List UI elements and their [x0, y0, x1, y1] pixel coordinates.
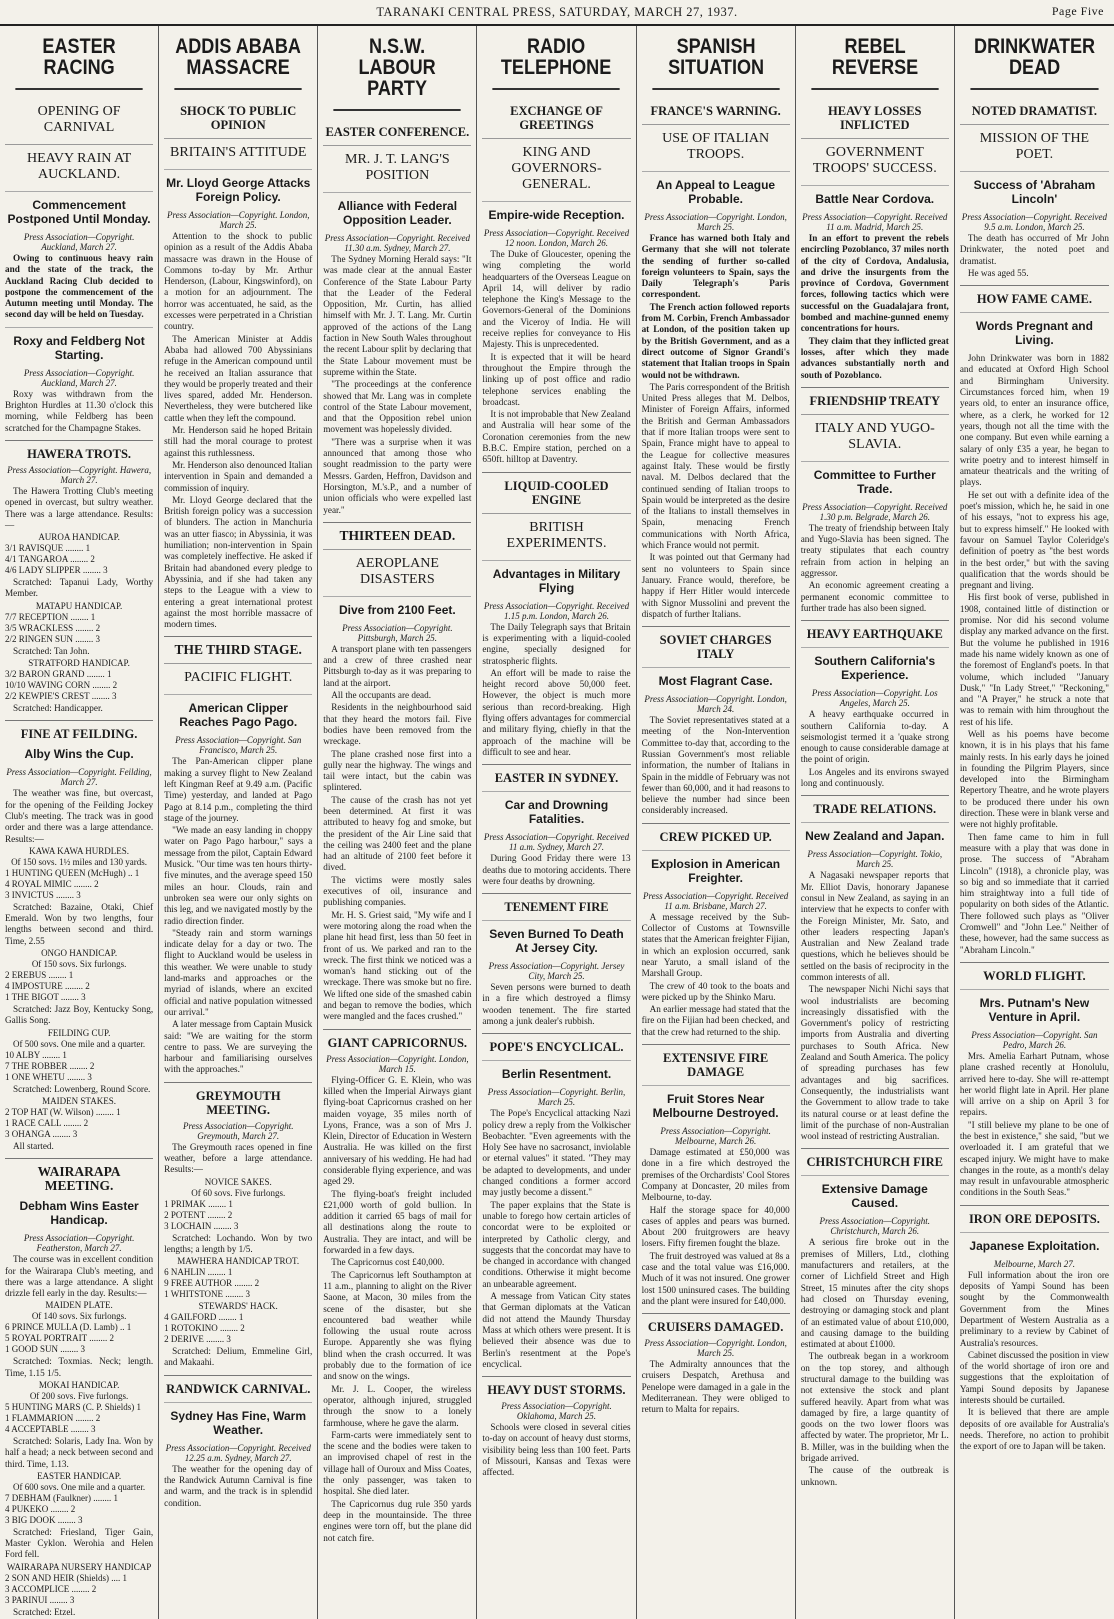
- subhead: EXCHANGE OF GREETINGS: [510, 104, 603, 132]
- dateline: Press Association—Copyright. Melbourne, March 26.: [660, 1126, 771, 1147]
- paragraph: The weather for the opening day of the Randwick Autumn Carnival is fine and warm, and the track is in splendid condition.: [164, 1463, 313, 1508]
- paragraph: He was aged 55.: [967, 267, 1029, 278]
- subhead: THIRTEEN DEAD.: [323, 522, 471, 543]
- paragraph: His first book of verse, published in 1908, contained little of distinction or promise. Nor did his second volume display any marked advance on the first. But the volume he published in 1916 made his name widely known as one of the foremost of England's poets. In that volume, which included "January Dusk," "In Lady Street," "Reckoning," and "A Prayer," he struck a note that was to remain with him throughout the rest of his life.: [959, 592, 1109, 727]
- race-title: MAWHERA HANDICAP TROT.: [177, 1256, 300, 1267]
- dateline: Press Association—Copyright. Berlin, March 25.: [487, 1087, 626, 1108]
- subhead: An Appeal to League Probable.: [642, 171, 790, 206]
- subhead: Words Pregnant and Living.: [960, 312, 1109, 347]
- column-addis-ababa: [159, 26, 318, 1619]
- paragraph: The Capricornus dug rule 350 yards deep in the mountainside. The three engines were torn off, but the plane did not catch fire.: [323, 1498, 472, 1543]
- result-row: 10/10 WAVING CORN ........ 2: [5, 680, 118, 691]
- subhead: Alby Wins the Cup.: [24, 747, 134, 762]
- race-title: NOVICE SAKES.: [204, 1176, 272, 1187]
- result-row: 3 INVICTUS ........ 3: [5, 889, 81, 900]
- subhead: ITALY AND YUGO-SLAVIA.: [801, 414, 949, 455]
- result-row: 2 EREBUS ........ 1: [5, 970, 74, 981]
- dateline: Press Association—Copyright. London, March 24.: [644, 694, 787, 715]
- paragraph: The cause of the outbreak is unknown.: [800, 1465, 949, 1487]
- result-row: 2 POTENT ........ 2: [164, 1209, 233, 1220]
- paragraph: All the occupants are dead.: [331, 690, 432, 701]
- dateline: Press Association—Copyright. Received 11 a.m. Brisbane, March 27.: [643, 890, 789, 911]
- race-title: WAIRARAPA NURSERY HANDICAP: [6, 1561, 152, 1572]
- paragraph: In an effort to prevent the rebels encircling Pozoblanco, 37 miles north of the city of Cordova, Andalusia, and drive the insurgents from the province of Cordova, Government forces, following tactics which were successful on the Guadalajara front, bombed and machine-gunned enemy concentrations for hours.: [800, 233, 949, 334]
- result-row: 2/2 RINGEN SUN ........ 3: [5, 633, 101, 644]
- scratched: Scratched: Lochando. Won by two lengths; a length by 1/5.: [164, 1232, 313, 1254]
- dateline: Press Association—Copyright. Oklahoma, March 25.: [501, 1401, 612, 1422]
- subhead: CHRISTCHURCH FIRE: [801, 1148, 949, 1169]
- paragraph: The Daily Telegraph says that Britain is experimenting with a liquid-cooled engine, specially designed for stratospheric flights.: [482, 621, 631, 666]
- result-row: 2/2 KEWPIE'S CREST ........ 3: [5, 691, 117, 702]
- paragraph: The Hawera Trotting Club's meeting opened in overcast, but sultry weather. There was a large attendance. Results:—: [5, 485, 154, 530]
- dateline: Press Association—Copyright. Received 1.15 p.m. London, March 26.: [483, 600, 630, 621]
- subhead: HAWERA TROTS.: [5, 440, 153, 461]
- subhead: GOVERNMENT TROOPS' SUCCESS.: [801, 138, 949, 179]
- paragraph: The treaty of friendship between Italy and Yugo-Slavia has been signed. The treaty stipulates that each country refrain from action in helping an aggressor.: [800, 522, 949, 579]
- paragraph: A message received by the Sub-Collector of Customs at Townsville states that the American freighter Fijian, in which an explosion occurred, sank near Yaruto, a small island of the Marshall Group.: [641, 911, 790, 979]
- subhead: Debham Wins Easter Handicap.: [19, 1199, 139, 1228]
- headline: EASTER RACING: [15, 36, 142, 90]
- page-number: Page Five: [1051, 4, 1104, 18]
- result-row: 3/5 WRACKLESS ........ 2: [5, 622, 101, 633]
- column-nsw-labour: [318, 26, 477, 1619]
- subhead: CRUISERS DAMAGED.: [642, 1313, 790, 1334]
- scratched: Scratched: Handicapper.: [13, 703, 103, 714]
- paragraph: John Drinkwater was born in 1882 and educated at Oxford High School and Birmingham University. Circumstances forced him, when 19 years old, to enter an insurance office, where, as a clerk, he worked for 12 years, though not all the time with the one company. But even while earning a salary of only £35 a year, he began to write poetry and to interest himself in amateur theatricals and the writing of plays.: [959, 353, 1109, 488]
- subhead: HEAVY EARTHQUAKE: [801, 620, 949, 641]
- dateline: Press Association—Copyright. Received 12 noon. London, March 26.: [483, 228, 630, 248]
- paragraph: "I still believe my plane to be one of the best in existence," she said, "but we overloaded it. I am grateful that we escaped injury. We might have to make changes in the route, as a month's delay may result in unfavourable atmospheric conditions in the South Seas.": [959, 1119, 1109, 1198]
- scratched: Scratched: Toxmias. Neck; length. Time, 1.15 1/5.: [5, 1356, 154, 1378]
- result-row: 6 NAHLIN ........ 1: [164, 1267, 233, 1278]
- subhead: Sydney Has Fine, Warm Weather.: [164, 1402, 312, 1437]
- subhead: TRADE RELATIONS.: [801, 795, 949, 816]
- subhead: RANDWICK CARNIVAL.: [164, 1375, 312, 1396]
- paragraph: A later message from Captain Musick said: "We are waiting for the storm centre to pass. We are surveying the harbour and familiarising ourselves with the approaches.": [164, 1019, 313, 1075]
- subhead: Car and Drowning Fatalities.: [482, 791, 630, 826]
- subhead: EASTER IN SYDNEY.: [482, 764, 630, 785]
- subhead: POPE'S ENCYCLICAL.: [482, 1033, 630, 1054]
- result-row: 2 SON AND HEIR (Shields) .... 1: [5, 1572, 128, 1583]
- paragraph: Half the storage space for 40,000 cases of apples and pears was burned. About 200 fruitgrowers are heavy losers. Fifty firemen fought the blaze.: [641, 1204, 790, 1249]
- result-row: 3 PARINUI ........ 3: [5, 1594, 75, 1605]
- paragraph: The crew of 40 took to the boats and were picked up by the Shinko Maru.: [641, 980, 790, 1002]
- paragraph: The weather was fine, but overcast, for the opening of the Feilding Jockey Club's meeting. The track was in good order and there was a large attendance. Results:—: [5, 788, 154, 844]
- subhead: FINE AT FEILDING.: [5, 720, 153, 741]
- paragraph: "The proceedings at the conference showed that Mr. Lang was in complete control of the State Labour movement, and that the Opposition rebel union movement was hopelessly divided.: [323, 379, 472, 435]
- result-row: 7/7 RECEPTION ........ 1: [5, 611, 96, 622]
- dateline: Press Association—Copyright. London, March 25.: [644, 212, 787, 232]
- paragraph: It is expected that it will be heard throughout the Empire through the linking up of post office and radio telephone services enabling the broadcast.: [482, 351, 631, 407]
- result-row: 1 PRIMAK ........ 1: [164, 1198, 233, 1209]
- race-terms: Of 600 sovs. One mile and a quarter.: [12, 1481, 146, 1492]
- result-row: 5 HUNTING MARS (C. P. Shields) 1: [5, 1401, 142, 1412]
- race-title: MAIDEN STAKES.: [42, 1095, 116, 1106]
- result-row: 3 BIG DOOK ........ 3: [5, 1514, 83, 1525]
- scratched: Scratched: Jazz Boy, Kentucky Song, Gallis Song.: [5, 1004, 154, 1026]
- paragraph: It is believed that there are ample deposits of ore available for Australia's needs. Therefore, no action to prohibit the export of ore to Japan will be taken.: [959, 1407, 1109, 1452]
- subhead: MR. J. T. LANG'S POSITION: [323, 145, 471, 186]
- dateline: Press Association—Copyright. Hawera, March 27.: [7, 464, 152, 485]
- paragraph: The American Minister at Addis Ababa had allowed 700 Abyssinians refuge in the American compound until he received an Italian assurance that they would be properly treated and their lives spared, added Mr. Henderson. Nevertheless, they were butchered like cattle when they left the compound.: [164, 333, 313, 423]
- result-row: 3 ACCOMPLICE ........ 2: [5, 1583, 97, 1594]
- subhead: Committee to Further Trade.: [801, 461, 949, 496]
- paragraph: Full information about the iron ore deposits of Yampi Sound has been sought by the Commonwealth Government from the Mines Department of Western Australia as a preliminary to a review by Cabinet of Australia's resources.: [959, 1269, 1109, 1348]
- result-row: 4 IMPOSTURE ........ 2: [5, 981, 90, 992]
- paragraph: A message from Vatican City states that German diplomats at the Vatican did not attend the Maundy Thursday Mass at which others were present. It is believed their absence was due to Berlin's resentment at the Pope's encyclical.: [482, 1291, 631, 1369]
- result-row: 3 OHANGA ........ 3: [5, 1128, 78, 1139]
- dateline: Press Association—Copyright. Pittsburgh, March 25.: [342, 622, 453, 643]
- scratched: All started.: [13, 1140, 54, 1151]
- result-row: 9 FREE AUTHOR ........ 2: [164, 1278, 260, 1289]
- dateline: Press Association—Copyright. Received 12.25 a.m. Sydney, March 27.: [165, 1442, 311, 1463]
- paragraph: The Capricornus left Southampton at 11 a.m., planning to alight on the River Saone, at Macon, 30 miles from the scene of the disaster, but she encountered bad weather while following the usual route across Europe. Apparently she was flying blind when the crash occurred. It was probably due to the formation of ice and snow on the wings.: [323, 1269, 472, 1382]
- dateline: Press Association—Copyright. Christchurch, March 26.: [819, 1216, 931, 1237]
- race-terms: Of 60 sovs. Five furlongs.: [191, 1187, 286, 1198]
- paragraph: Attention to the shock to public opinion as a result of the Addis Ababa massacre was drawn in the House of Commons to-day by Mr. Arthur Henderson, (Labour, Kingswinford), on a motion for an adjournment. The horror was accentuated, he said, as the excesses were perpetrated in a Christian country.: [164, 231, 313, 332]
- dateline: Press Association—Copyright. Jersey City, March 25.: [488, 961, 625, 982]
- result-row: 4/1 TANGAROA ........ 2: [5, 554, 95, 565]
- result-row: 4/6 LADY SLIPPER ........ 3: [5, 565, 108, 576]
- subhead: WORLD FLIGHT.: [960, 962, 1109, 983]
- dateline: Press Association—Copyright. London, March 25.: [166, 210, 310, 230]
- paragraph: Seven persons were burned to death in a fire which destroyed a flimsy wooden tenement. The fire started among a junk dealer's rubbish.: [482, 982, 631, 1026]
- scratched: Scratched: Bazaine, Otaki, Chief Emerald. Won by two lengths, four lengths between second and third. Time, 2.55: [5, 901, 154, 946]
- subhead: FRANCE'S WARNING.: [650, 104, 781, 118]
- dateline: Press Association—Copyright. Auckland, March 27.: [23, 232, 135, 252]
- paragraph: Roxy was withdrawn from the Brighton Hurdles at 11.30 o'clock this morning, while Feldberg has been scratched for the Champagne Stakes.: [5, 388, 154, 433]
- race-terms: Of 150 sovs. 1½ miles and 130 yards.: [11, 856, 148, 867]
- paragraph: The victims were mostly sales executives of oil, insurance and publishing companies.: [323, 874, 472, 908]
- paragraph: It is not improbable that New Zealand and Australia will hear some of the Coronation ceremonies from the new B.B.C. Empire station, perched on a 650ft. hilltop at Daventry.: [482, 409, 631, 465]
- paragraph: The cause of the crash has not yet been determined. At first it was attributed to heavy fog and smoke, but the president of the Air Line said that the ceiling was 2400 feet and the plane had an altitude of 2100 feet before it dived.: [323, 794, 472, 873]
- masthead: [0, 0, 1114, 26]
- paragraph: The Soviet representatives stated at a meeting of the Non-Intervention Committee to-day that, according to the Russian Government's most reliable information, the number of Italians in Spain in the middle of February was not fewer than 60,000, and it had reasons to believe the number had since been considerably increased.: [641, 715, 790, 816]
- paragraph: During Good Friday there were 13 deaths due to motoring accidents. There were four deaths by drowning.: [482, 853, 631, 886]
- dateline: Press Association—Copyright. Los Angeles, March 25.: [811, 688, 938, 709]
- paragraph: Well as his poems have become known, it is in his plays that his fame mainly rests. In his early days he joined in founding the Pilgrim Players, since developed into the Birmingham Repertory Theatre, and he wrote players to be produced there under his own direction. These were in blank verse and were not highly profitable.: [959, 728, 1109, 830]
- result-row: 4 PUKEKO ........ 2: [5, 1503, 76, 1514]
- paragraph: The flying-boat's freight included £21,000 worth of gold bullion. In addition it carried 65 bags of mail for all destinations along the route to Australia. They are intact, and will be forwarded in a few days.: [323, 1188, 472, 1256]
- paragraph: An earlier message had stated that the fire on the Fijian had been checked, and that the crew had returned to the ship.: [641, 1004, 790, 1037]
- subhead: OPENING OF CARNIVAL: [37, 104, 121, 135]
- paragraph: Flying-Officer G. E. Klein, who was killed when the Imperial Airways giant flying-boat Capricornus crashed on her maiden voyage, 35 miles north of Lyons, France, was a son of Mrs J. Klein, Director of Education in Western Australia. He was killed on the first anniversary of his wedding. He had had considerable flying experience, and was aged 29.: [323, 1074, 472, 1187]
- subhead: THE THIRD STAGE.: [164, 636, 312, 657]
- subhead: CREW PICKED UP.: [642, 823, 790, 844]
- paragraph: Owing to continuous heavy rain and the state of the track, the Auckland Racing Club decided to postpone the commencement of the Autumn meeting until Monday. The second day will be held on Tuesday.: [5, 253, 154, 320]
- dateline: Press Association—Copyright. Auckland, March 27.: [23, 367, 135, 388]
- subhead: GIANT CAPRICORNUS.: [323, 1029, 471, 1050]
- subhead: Fruit Stores Near Melbourne Destroyed.: [642, 1085, 790, 1120]
- paragraph: He set out with a definite idea of the poet's mission, which he, he said in one of his essays, "not to express his age, but to express himself." He looked with favour on Samuel Taylor Coleridge's definition of poetry as "the best words in the best order," but with the saving qualification that the words should be pregnant and living.: [959, 489, 1109, 591]
- subhead: Southern California's Experience.: [801, 647, 949, 682]
- race-terms: Of 500 sovs. One mile and a quarter.: [12, 1038, 146, 1049]
- race-title: FEILDING CUP.: [47, 1027, 111, 1038]
- paragraph: The plane crashed nose first into a gully near the highway. The wings and tail were intact, but the cabin was splintered.: [323, 748, 472, 793]
- subhead: Advantages in Military Flying: [482, 560, 630, 595]
- headline: N.S.W. LABOUR PARTY: [334, 36, 461, 111]
- subhead: HOW FAME CAME.: [960, 285, 1109, 306]
- result-row: 1 RACE CALL ........ 2: [5, 1117, 89, 1128]
- columns: [0, 26, 1114, 1617]
- paragraph: Farm-carts were immediately sent to the scene and the bodies were taken to an improvised chapel of rest in the village hall of Ouroux and Miss Coates, the only passenger, was taken to hospital. She died later.: [323, 1429, 472, 1497]
- paragraph: "There was a surprise when it was announced that among those who sought readmission to the party were Messrs. Garden, Heffron, Davidson and Horsington, M.'s.P., and a number of union officials who were expelled last year.": [323, 436, 472, 515]
- subhead: Seven Burned To Death At Jersey City.: [482, 920, 630, 955]
- subhead: Empire-wide Reception.: [482, 201, 630, 222]
- column-rebel-reverse: [796, 26, 955, 1619]
- subhead: Japanese Exploitation.: [960, 1232, 1109, 1253]
- paragraph: The Sydney Morning Herald says: "It was made clear at the annual Easter Conference of the State Labour Party that the Leader of the Federal Opposition, Mr. Curtin, has allied himself with Mr. J. T. Lang. Mr. Curtin approved of the actions of the Lang faction in New South Wales throughout the recent Labour split by declaring that the State Labour movement must be supreme within the State.: [323, 254, 472, 377]
- paragraph: Mr. H. S. Griest said, "My wife and I were motoring along the road when the plane hit head first, less than 50 feet in front of us. We parked and ran to the wreck. The first think we noticed was a woman's hand sticking out of the wreckage. There was smoke but no fire. We lifted one side of the smashed cabin and began to remove the bodies, which were mangled and the faces crushed.": [323, 909, 472, 1022]
- dateline: Press Association—Copyright. San Pedro, March 26.: [971, 1029, 1098, 1050]
- paragraph: A Nagasaki newspaper reports that Mr. Elliot Davis, honorary Japanese consul in New Zealand, as saying in an interview that he expects to confer with the Foreign Minister, Mr. Sato, and other leaders respecting Japan's Australian and New Zealand trade questions, which he believes should be settled on the basis of reciprocity in the common interests of all.: [800, 870, 949, 982]
- dateline: Press Association—Copyright. Received 11.30 a.m. Sydney, March 27.: [324, 233, 470, 253]
- subhead: Commencement Postponed Until Monday.: [5, 191, 153, 226]
- result-row: 7 DEBHAM (Faulkner) ........ 1: [5, 1492, 118, 1503]
- race-terms: Of 150 sovs. Six furlongs.: [31, 959, 127, 970]
- paragraph: The Greymouth races opened in fine weather, before a large attendance. Results:—: [164, 1141, 313, 1175]
- column-spanish-situation: [637, 26, 796, 1619]
- race-title: MAIDEN PLATE.: [45, 1300, 113, 1311]
- paragraph: The paper explains that the State is unable to forego how certain articles of concordat were to be exploited or interpreted by Catholic clergy, and suggests that the concordat may have to be changed in accordance with changed conditions. Otherwise it might become an unbearable agreement.: [482, 1199, 631, 1289]
- paragraph: Los Angeles and its environs swayed long and continuously.: [800, 766, 949, 789]
- result-row: 2 TOP HAT (W. Wilson) ........ 1: [5, 1106, 121, 1117]
- column-radio-telephone: [477, 26, 636, 1619]
- race-title: KAWA KAWA HURDLES.: [29, 845, 129, 856]
- result-row: 1 THE BIGOT ........ 3: [5, 992, 86, 1003]
- subhead: Roxy and Feldberg Not Starting.: [5, 327, 153, 362]
- result-row: 1 HUNTING QUEEN (McHugh) .. 1: [5, 867, 140, 878]
- paragraph: "Steady rain and storm warnings indicate delay for a day or two. The flight to Auckland would be useless in this weather. We were unable to study land-marks and approaches or the myriad of islands, where an excited official and native population witnessed our arrival.": [164, 927, 313, 1017]
- paragraph: "We made an easy landing in choppy water on Pago Pago harbour," says a message from the pilot, Captain Edward Musick. "Our time was ten hours thirty-five minutes, and the average speed 150 miles an hour. Clouds, rain and unbroken sea were our only sights on this leg, and we navigated mostly by the radio direction finder.: [164, 825, 313, 926]
- paragraph: Cabinet discussed the position in view of the world shortage of iron ore and suggestions that the exploitation of Yampi Sound deposits by Japanese interests should be curtailed.: [959, 1349, 1109, 1406]
- paragraph: An effort will be made to raise the height record above 50,000 feet. However, the object is much more serious than record-breaking. High flying offers advantages for commercial and military flying, chiefly in that the approach of the machine will be difficult to see and hear.: [482, 667, 631, 757]
- headline: DRINKWATER DEAD: [970, 36, 1098, 90]
- scratched: Scratched: Friesland, Tiger Gain, Master Cyklon. Werohia and Helen Ford fell.: [5, 1526, 154, 1560]
- result-row: 3/1 RAVISQUE ........ 1: [5, 543, 91, 554]
- paragraph: The Admiralty announces that the cruisers Despatch, Arethusa and Penelope were damaged in a gale in the Mediterranean. They were obliged to return to Malta for repairs.: [641, 1359, 790, 1415]
- paragraph: The death has occurred of Mr John Drinkwater, the noted poet and dramatist.: [959, 233, 1109, 266]
- paragraph: The newspaper Nichi Nichi says that wool industrialists are becoming increasingly dissatisfied with the Government's policy of restricting imports from Australia and diverting purchases to South Africa. New Zealand and South America. The policy of spreading purchases has few advantages and big sacrifices. Consequently, the industrialists want the Government to allow trade to take its natural course or at least define the limit of the purchase of non-Australian wool instead of restricting Australian.: [800, 984, 949, 1142]
- dateline: Melbourne, March 27.: [993, 1258, 1075, 1269]
- paragraph: The Pope's Encyclical attacking Nazi policy drew a reply from the Volkischer Beobachter. "Even agreements with the Holy See have no sacrosanct, inviolable or eternal values" it stated. "They may be adapted to developments, and under changed conditions a former accord may justly become a dissent.": [482, 1108, 631, 1198]
- subhead: FRIENDSHIP TREATY: [801, 387, 949, 408]
- subhead: Explosion in American Freighter.: [642, 850, 790, 885]
- subhead: Extensive Damage Caused.: [801, 1175, 949, 1210]
- race-title: ONGO HANDICAP.: [41, 948, 118, 959]
- result-row: 4 GAILFORD ........ 1: [164, 1312, 244, 1323]
- subhead: MISSION OF THE POET.: [960, 124, 1109, 165]
- paragraph: Mrs. Amelia Earhart Putnam, whose plane crashed recently at Honolulu, arrived here to-day. She will re-attempt her world flight late in April. Her plane will arrive on a ship on April 3 for repairs.: [959, 1050, 1109, 1118]
- subhead: WAIRARAPA MEETING.: [5, 1158, 153, 1193]
- paragraph: Residents in the neighbourhood said that they heard the motors fail. Five bodies have been removed from the wreckage.: [323, 702, 472, 747]
- race-terms: Of 200 sovs. Five furlongs.: [29, 1390, 129, 1401]
- subhead: SOVIET CHARGES ITALY: [642, 626, 790, 661]
- race-title: MOKAI HANDICAP.: [38, 1379, 120, 1390]
- subhead: IRON ORE DEPOSITS.: [960, 1205, 1109, 1226]
- dateline: Press Association—Copyright. Received 11 a.m. Sydney, March 27.: [483, 832, 630, 853]
- result-row: 1 FLAMMARION ........ 2: [5, 1412, 101, 1423]
- subhead: American Clipper Reaches Pago Pago.: [164, 694, 312, 729]
- subhead: Success of 'Abraham Lincoln': [960, 171, 1109, 206]
- paragraph: A serious fire broke out in the premises of Millers, Ltd., clothing manufacturers and retailers, at the corner of Lichfield Street and High Street, 15 minutes after the city shops had closed on Thursday evening, destroying or damaging stock and plant of an estimated value of about £10,000, and causing damage to the building estimated at about £1000.: [800, 1237, 949, 1350]
- race-title: AUROA HANDICAP.: [38, 532, 120, 543]
- dateline: Press Association—Copyright. London, March 15.: [326, 1053, 469, 1074]
- headline: REBEL REVERSE: [811, 36, 938, 90]
- scratched: Scratched: Solaris, Lady Ina. Won by half a head; a neck between second and third. Time, 1.13.: [5, 1435, 154, 1469]
- paragraph: The Duke of Gloucester, opening the wing completing the world headquarters of the Overseas League on April 14, will deliver by radio telephone the King's Message to the Governors-General of the Dominions and the Viceroy of India. He will receive replies for conveyance to His Majesty. This is unprecedented.: [482, 249, 631, 350]
- dateline: Press Association—Copyright. Feilding, March 27.: [6, 767, 152, 788]
- subhead: KING AND GOVERNORS-GENERAL.: [482, 138, 630, 195]
- paragraph: The Paris correspondent of the British United Press alleges that M. Delbos, Minister of Foreign Affairs, informed the British and German Ambassadors that if more Italian troops were sent to Spain, France might have to appeal to the League for collective measures against Italy. These would be firstly naval. M. Delbos declared that the continued sending of Italian troops to Spain would be interpreted as the desire of the Italians to install themselves in Spain, menacing French communications with North Africa, which France would not permit.: [641, 381, 790, 551]
- subhead: Mrs. Putnam's New Venture in April.: [960, 989, 1109, 1024]
- subhead: GREYMOUTH MEETING.: [164, 1082, 312, 1117]
- result-row: 4 ACCEPTABLE ........ 3: [5, 1423, 96, 1434]
- dateline: Press Association—Copyright. Tokio, March 25.: [807, 849, 943, 870]
- dateline: Press Association—Copyright. Received 9.5 a.m. London, March 25.: [961, 212, 1108, 232]
- result-row: 3 LOCHAIN ........ 3: [164, 1220, 239, 1231]
- paragraph: Mr. J. L. Cooper, the wireless operator, although injured, struggled through the snow to a lonely farmhouse, where he gave the alarm.: [323, 1383, 472, 1428]
- subhead: SHOCK TO PUBLIC OPINION: [180, 104, 297, 132]
- result-row: 6 PRINCE MULLA (D. Lamb) .. 1: [5, 1322, 132, 1333]
- paragraph: They claim that they inflicted great losses, after which they made advances substantially north and south of Pozoblanco.: [800, 335, 949, 380]
- subhead: HEAVY DUST STORMS.: [482, 1376, 630, 1397]
- subhead: HEAVY LOSSES INFLICTED: [828, 104, 922, 132]
- paragraph: A transport plane with ten passengers and a crew of three crashed near Pittsburgh to-day as it was preparing to land at the airport.: [323, 643, 472, 688]
- subhead: HEAVY RAIN AT AUCKLAND.: [5, 144, 153, 185]
- paragraph: An economic agreement creating a permanent economic committee to further trade has also been signed.: [800, 580, 949, 613]
- dateline: Press Association—Copyright. San Francisco, March 25.: [175, 735, 302, 756]
- subhead: Alliance with Federal Opposition Leader.: [323, 192, 471, 227]
- result-row: 2 DERIVE ........ 3: [164, 1334, 231, 1345]
- subhead: LIQUID-COOLED ENGINE: [482, 472, 630, 507]
- subhead: Most Flagrant Case.: [642, 667, 790, 688]
- paragraph: A heavy earthquake occurred in southern California to-day. A seismologist termed it a 'quake strong enough to cause considerable damage at the point of origin.: [800, 709, 949, 765]
- subhead: BRITAIN'S ATTITUDE: [164, 138, 312, 163]
- headline: ADDIS ABABA MASSACRE: [175, 36, 302, 90]
- headline: RADIO TELEPHONE: [493, 36, 620, 90]
- paragraph: The course was in excellent condition for the Wairarapa Club's meeting, and there was a large attendance. A slight drizzle fell early in the day. Results:—: [5, 1254, 154, 1299]
- subhead: EASTER CONFERENCE.: [325, 125, 470, 139]
- dateline: Press Association—Copyright. Received 11 a.m. Madrid, March 25.: [802, 212, 948, 232]
- result-row: 1 WHITSTONE ........ 3: [164, 1289, 251, 1300]
- subhead: PACIFIC FLIGHT.: [164, 663, 312, 688]
- race-title: STEWARDS' HACK.: [198, 1301, 278, 1312]
- subhead: AEROPLANE DISASTERS: [323, 549, 471, 590]
- result-row: 1 GOOD SUN ........ 3: [5, 1344, 86, 1355]
- race-title: MATAPU HANDICAP.: [35, 600, 123, 611]
- paragraph: Mr. Henderson also denounced Italian intervention in Spain and demanded a commission of inquiry.: [164, 459, 313, 493]
- subhead: USE OF ITALIAN TROOPS.: [642, 124, 790, 165]
- result-row: 5 ROYAL PORTRAIT ........ 2: [5, 1333, 114, 1344]
- subhead: Berlin Resentment.: [482, 1060, 630, 1081]
- paragraph: The outbreak began in a workroom on the top storey, and although structural damage to the building was not extensive the stock and plant suffered heavily. Apart from what was damaged by fire, a large quantity of goods on the two lower floors was affected by water. The proprietor, Mr L. B. Miller, was in the building when the brigade arrived.: [800, 1351, 949, 1464]
- dateline: Press Association—Copyright. Received 1.30 p.m. Belgrade, March 26.: [802, 501, 948, 522]
- scratched: Scratched: Tan John.: [13, 645, 90, 656]
- result-row: 3/2 BARON GRAND ........ 1: [5, 669, 112, 680]
- result-row: 7 THE ROBBER ........ 2: [5, 1060, 95, 1071]
- paragraph: It was pointed out that Germany had sent no volunteers to Spain since January. France would, therefore, be happy if Herr Hitler would intercede with Signor Mussolini and prevent the dispatch of further Italians.: [641, 552, 790, 619]
- scratched: Scratched: Etzel.: [13, 1606, 76, 1617]
- headline: SPANISH SITUATION: [652, 36, 779, 90]
- subhead: BRITISH EXPERIMENTS.: [482, 513, 630, 554]
- result-row: 1 ONE WHETU ........ 3: [5, 1071, 92, 1082]
- paragraph: Damage estimated at £50,000 was done in a fire which destroyed the premises of the Orchardists' Cool Stores Company at Doncaster, 20 miles from Melbourne, to-day.: [641, 1147, 790, 1203]
- paragraph: France has warned both Italy and Germany that she will not tolerate the sending of further so-called foreign volunteers to Spain, says the Daily Telegraph's Paris correspondent.: [641, 233, 790, 300]
- dateline: Press Association—Copyright. Featherston, March 27.: [23, 1233, 135, 1254]
- result-row: 10 ALBY ........ 1: [5, 1049, 67, 1060]
- result-row: 1 ROTOKINO ........ 2: [164, 1323, 245, 1334]
- result-row: 4 ROYAL MIMIC ........ 2: [5, 878, 99, 889]
- scratched: Scratched: Tapanui Lady, Worthy Member.: [5, 577, 154, 599]
- scratched: Scratched: Delium, Emmeline Girl, and Makaahi.: [164, 1346, 313, 1368]
- race-terms: Of 140 sovs. Six furlongs.: [31, 1311, 127, 1322]
- scratched: Scratched: Lowenberg, Round Score.: [13, 1083, 151, 1094]
- paragraph: Then fame came to him in full measure with a play that was done in prose. The success of "Abraham Lincoln" (1918), a chronicle play, was so big and so immediate that it carried him straightway into a full tide of popularity on both sides of the Atlantic. There followed such plays as "Oliver Cromwell" and "John Lee." Neither of these, however, had the same success as "Abraham Lincoln.": [959, 831, 1109, 955]
- paragraph: The French action followed reports from M. Corbin, French Ambassador at London, of the position taken up by the British Government, and as a direct outcome of Signor Grandi's statement that Italian troops in Spain would not be withdrawn.: [641, 301, 790, 380]
- subhead: New Zealand and Japan.: [801, 822, 949, 843]
- paragraph: Mr. Lloyd George declared that the British foreign policy was a succession of blunders. The action in Manchuria was an utter fiasco; in Abyssinia, it was humiliation; non-intervention in Spain was completely ineffective. He asked if Britain had abandoned every pledge to Abyssinia, and if she had taken any steps to the League with a view to entering a great international protest against the most horrible massacre of modern times.: [164, 494, 313, 630]
- subhead: Dive from 2100 Feet.: [323, 596, 471, 617]
- paragraph: The Capricornus cost £40,000.: [331, 1257, 445, 1268]
- subhead: EXTENSIVE FIRE DAMAGE: [642, 1044, 790, 1079]
- paragraph: The Pan-American clipper plane making a survey flight to New Zealand left Kingman Reef at 9.49 a.m. (Pacific Time) yesterday, and landed at Pago Pago at 8.14 p.m., completing the third stage of the journey.: [164, 756, 313, 823]
- column-drinkwater: [955, 26, 1114, 1619]
- paragraph: Schools were closed in several cities to-day on account of heavy dust storms, visibility being less than 100 feet. Parts of Missouri, Kansas and Texas were affected.: [482, 1422, 631, 1478]
- dateline: Press Association—Copyright. London, March 25.: [644, 1338, 787, 1359]
- subhead: NOTED DRAMATIST.: [971, 104, 1098, 118]
- race-title: EASTER HANDICAP.: [37, 1470, 122, 1481]
- masthead-title: TARANAKI CENTRAL PRESS, SATURDAY, MARCH 27, 1937.: [376, 4, 738, 19]
- subhead: Mr. Lloyd George Attacks Foreign Policy.: [164, 169, 312, 204]
- race-title: STRATFORD HANDICAP.: [28, 658, 130, 669]
- dateline: Press Association—Copyright. Greymouth, March 27.: [182, 1120, 294, 1141]
- subhead: Battle Near Cordova.: [801, 185, 949, 206]
- subhead: TENEMENT FIRE: [482, 893, 630, 914]
- paragraph: The fruit destroyed was valued at 8s a case and the total value was £16,000. Much of it was not insured. One grower lost 1500 uninsured cases. The building and the plant were insured for £40,000.: [641, 1250, 790, 1306]
- column-easter-racing: [0, 26, 159, 1619]
- paragraph: Mr. Henderson said he hoped Britain still had the moral courage to protest against this ruthlessness.: [164, 425, 313, 458]
